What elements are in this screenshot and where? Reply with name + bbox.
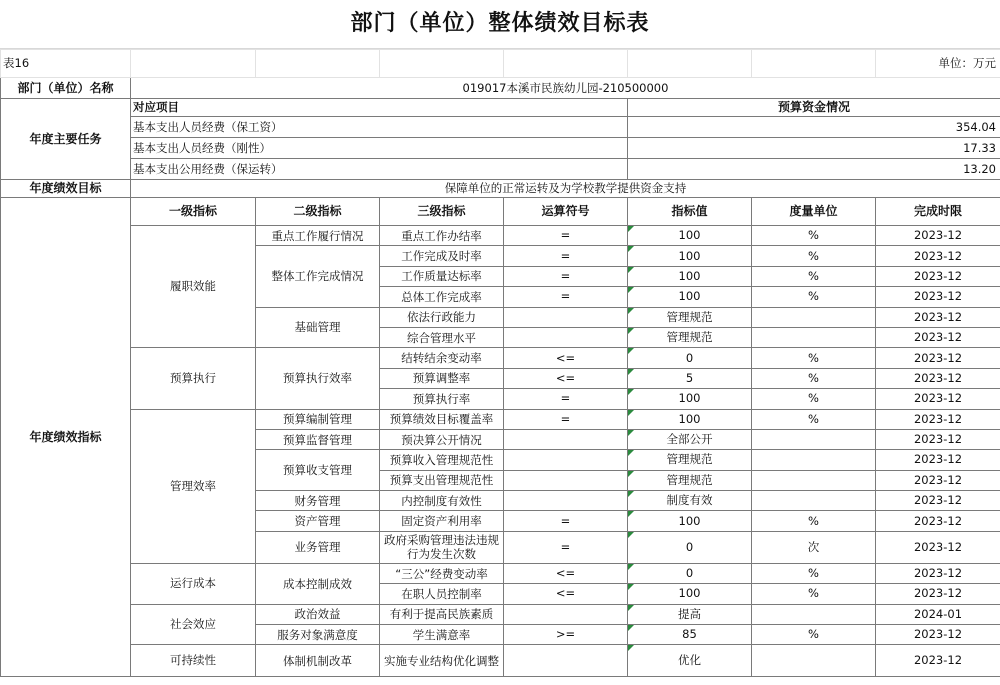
header-l2: 二级指标 [256,198,380,226]
indicator-value: 全部公开 [628,429,752,449]
task-item: 基本支出人员经费（保工资） [131,117,628,138]
indicator-deadline: 2023-12 [876,327,1000,347]
indicator-deadline: 2023-12 [876,246,1000,266]
indicator-deadline: 2024-01 [876,604,1000,624]
indicator-l1: 可持续性 [131,645,256,677]
indicator-operator [504,491,628,511]
indicator-value: 85 [628,625,752,645]
indicator-l3: 预算收入管理规范性 [380,450,504,470]
indicator-l3: 内控制度有效性 [380,491,504,511]
indicator-operator: = [504,266,628,286]
performance-table [0,49,1000,677]
indicator-unit [752,645,876,677]
indicator-value: 管理规范 [628,327,752,347]
indicator-value: 管理规范 [628,450,752,470]
indicator-value: 0 [628,531,752,563]
indicator-l3: 结转结余变动率 [380,348,504,368]
indicator-operator [504,604,628,624]
indicator-l3: 有利于提高民族素质 [380,604,504,624]
task-amount: 13.20 [628,159,1000,180]
indicator-value: 提高 [628,604,752,624]
indicator-unit [752,327,876,347]
indicator-l3: 预决算公开情况 [380,429,504,449]
task-amount: 354.04 [628,117,1000,138]
indicator-value: 100 [628,246,752,266]
indicator-l3: “三公”经费变动率 [380,563,504,583]
indicator-deadline: 2023-12 [876,491,1000,511]
indicator-l3: 工作质量达标率 [380,266,504,286]
header-operator: 运算符号 [504,198,628,226]
indicator-value: 0 [628,563,752,583]
table-meta-row [1,50,1000,78]
indicator-deadline: 2023-12 [876,450,1000,470]
indicator-unit: % [752,625,876,645]
header-value: 指标值 [628,198,752,226]
indicator-operator: <= [504,563,628,583]
indicator-operator: = [504,511,628,531]
indicator-deadline: 2023-12 [876,348,1000,368]
indicator-l2: 预算监督管理 [256,429,380,449]
indicator-value: 管理规范 [628,307,752,327]
main-task-row [1,138,1000,159]
indicator-operator: = [504,531,628,563]
indicator-l3: 固定资产利用率 [380,511,504,531]
annual-goal-label: 年度绩效目标 [1,180,131,198]
indicator-deadline: 2023-12 [876,563,1000,583]
indicator-l3: 总体工作完成率 [380,287,504,307]
indicator-l2: 预算执行效率 [256,348,380,409]
col-item-header: 对应项目 [131,99,628,117]
indicator-l3: 综合管理水平 [380,327,504,347]
indicator-unit: % [752,409,876,429]
indicator-unit: % [752,368,876,388]
indicator-unit [752,429,876,449]
header-l3: 三级指标 [380,198,504,226]
indicator-operator: <= [504,368,628,388]
indicator-deadline: 2023-12 [876,389,1000,409]
table-number: 表16 [1,50,131,78]
indicator-unit: % [752,348,876,368]
indicator-l3: 工作完成及时率 [380,246,504,266]
indicator-l1: 管理效率 [131,409,256,563]
indicator-l1: 社会效应 [131,604,256,645]
indicator-deadline: 2023-12 [876,287,1000,307]
indicator-l2: 预算收支管理 [256,450,380,491]
indicator-l2: 基础管理 [256,307,380,348]
indicator-row [1,226,1000,246]
indicator-value: 100 [628,287,752,307]
indicator-value: 5 [628,368,752,388]
indicator-operator [504,470,628,490]
indicator-deadline: 2023-12 [876,409,1000,429]
main-tasks-header-row [1,99,1000,117]
indicator-operator [504,645,628,677]
indicator-unit [752,450,876,470]
indicator-value: 100 [628,409,752,429]
indicator-deadline: 2023-12 [876,625,1000,645]
indicator-l2: 业务管理 [256,531,380,563]
indicator-value: 制度有效 [628,491,752,511]
indicator-l2: 预算编制管理 [256,409,380,429]
indicator-operator: = [504,246,628,266]
indicator-row [1,409,1000,429]
indicator-l3: 预算执行率 [380,389,504,409]
indicator-l3: 在职人员控制率 [380,584,504,604]
dept-name: 019017本溪市民族幼儿园-210500000 [131,78,1000,99]
indicator-l3: 学生满意率 [380,625,504,645]
indicator-unit: 次 [752,531,876,563]
indicator-operator: = [504,226,628,246]
indicator-deadline: 2023-12 [876,645,1000,677]
indicator-unit: % [752,511,876,531]
indicator-value: 100 [628,389,752,409]
dept-row [1,78,1000,99]
indicator-value: 0 [628,348,752,368]
indicator-unit: % [752,266,876,286]
indicator-unit: % [752,287,876,307]
indicator-l3: 预算支出管理规范性 [380,470,504,490]
indicator-operator [504,307,628,327]
indicator-deadline: 2023-12 [876,226,1000,246]
indicator-l1: 运行成本 [131,563,256,604]
annual-goal-row [1,180,1000,198]
indicator-row [1,563,1000,583]
indicator-deadline: 2023-12 [876,511,1000,531]
indicator-l3: 依法行政能力 [380,307,504,327]
indicator-unit [752,491,876,511]
indicator-value: 100 [628,226,752,246]
indicator-unit: % [752,563,876,583]
indicator-l2: 成本控制成效 [256,563,380,604]
indicator-operator [504,450,628,470]
indicator-deadline: 2023-12 [876,470,1000,490]
indicator-deadline: 2023-12 [876,584,1000,604]
indicator-unit [752,470,876,490]
indicator-operator: = [504,389,628,409]
indicator-deadline: 2023-12 [876,307,1000,327]
indicator-row [1,645,1000,677]
indicator-value: 优化 [628,645,752,677]
indicator-l1: 履职效能 [131,226,256,348]
indicator-operator: <= [504,348,628,368]
indicator-operator [504,327,628,347]
indicator-row [1,604,1000,624]
indicator-l3: 重点工作办结率 [380,226,504,246]
indicator-l2: 整体工作完成情况 [256,246,380,307]
indicator-l2: 政治效益 [256,604,380,624]
indicator-l2: 资产管理 [256,511,380,531]
indicator-operator [504,429,628,449]
dept-label: 部门（单位）名称 [1,78,131,99]
main-task-row [1,117,1000,138]
indicator-value: 100 [628,584,752,604]
indicator-unit: % [752,246,876,266]
indicator-deadline: 2023-12 [876,266,1000,286]
indicator-operator: = [504,409,628,429]
indicator-deadline: 2023-12 [876,531,1000,563]
indicator-l3: 预算调整率 [380,368,504,388]
indicator-deadline: 2023-12 [876,429,1000,449]
indicator-l3: 政府采购管理违法违规行为发生次数 [380,531,504,563]
indicator-unit [752,307,876,327]
annual-goal-text: 保障单位的正常运转及为学校教学提供资金支持 [131,180,1000,198]
indicator-l2: 重点工作履行情况 [256,226,380,246]
indicator-l3: 实施专业结构优化调整 [380,645,504,677]
header-deadline: 完成时限 [876,198,1000,226]
page-title: 部门（单位）整体绩效目标表 [0,0,1000,49]
indicator-value: 管理规范 [628,470,752,490]
indicator-operator: = [504,287,628,307]
indicator-l1: 预算执行 [131,348,256,409]
indicator-unit: % [752,226,876,246]
indicator-header-row [1,198,1000,226]
indicator-l2: 服务对象满意度 [256,625,380,645]
header-l1: 一级指标 [131,198,256,226]
indicator-l3: 预算绩效目标覆盖率 [380,409,504,429]
indicator-deadline: 2023-12 [876,368,1000,388]
indicator-operator: >= [504,625,628,645]
indicator-l2: 财务管理 [256,491,380,511]
indicator-row [1,348,1000,368]
indicators-label: 年度绩效指标 [1,198,131,677]
indicator-value: 100 [628,266,752,286]
header-unit: 度量单位 [752,198,876,226]
indicator-unit: % [752,389,876,409]
indicator-l2: 体制机制改革 [256,645,380,677]
main-tasks-label: 年度主要任务 [1,99,131,180]
col-budget-header: 预算资金情况 [628,99,1000,117]
indicator-unit: % [752,584,876,604]
main-task-row [1,159,1000,180]
indicator-operator: <= [504,584,628,604]
unit-label: 单位：万元 [876,50,1000,78]
indicator-value: 100 [628,511,752,531]
indicator-unit [752,604,876,624]
task-item: 基本支出人员经费（刚性） [131,138,628,159]
task-amount: 17.33 [628,138,1000,159]
task-item: 基本支出公用经费（保运转） [131,159,628,180]
